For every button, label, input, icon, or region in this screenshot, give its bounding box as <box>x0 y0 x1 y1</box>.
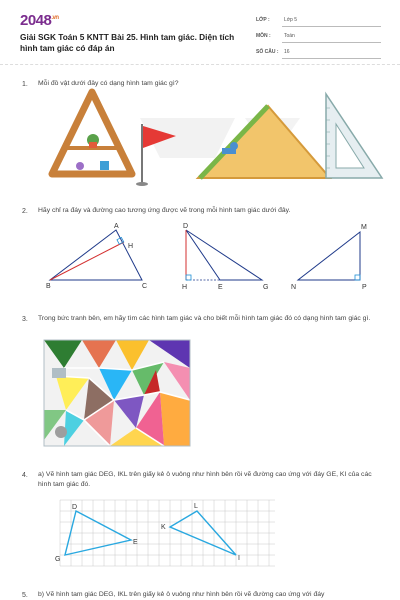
label-g: G <box>263 284 269 291</box>
label-m: M <box>361 224 367 231</box>
question-3-number: 3. <box>22 316 28 323</box>
label-g-grid: G <box>55 556 61 563</box>
meta-question-count: SỐ CÂU : 16 <box>256 47 381 59</box>
question-3-text: Trong bức tranh bên, em hãy tìm các hình tam giác và cho biết mỗi hình tam giác đó có dạng hình tam giác gì. <box>38 315 371 322</box>
label-d-grid: D <box>72 504 78 511</box>
header-divider <box>0 64 400 65</box>
question-4-grid-figure <box>55 500 275 566</box>
question-5-text: b) Vẽ hình tam giác DEG, IKL trên giấy kẻ ô vuông như hình bên rồi vẽ đường cao ứng với đáy <box>38 591 325 598</box>
triangle-deg <box>182 223 268 291</box>
site-logo[interactable]: $2048^{.vn}$ <box>20 12 59 29</box>
question-2-number: 2. <box>22 208 28 215</box>
label-k-grid: K <box>161 524 166 531</box>
label-n: N <box>291 284 297 291</box>
label-c: C <box>142 283 148 290</box>
triangle-abc <box>46 223 147 290</box>
set-square-image <box>326 94 382 178</box>
question-4-number: 4. <box>22 472 28 479</box>
label-h2: H <box>182 284 188 291</box>
meta-subject: MÔN : Toán <box>256 31 381 43</box>
question-2-figure <box>0 218 400 291</box>
question-3-triangle-picture <box>44 340 190 446</box>
question-1-figure <box>0 88 400 200</box>
label-b: B <box>46 283 51 290</box>
label-e: E <box>218 284 223 291</box>
label-i-grid: I <box>238 555 240 562</box>
question-2-text: Hãy chỉ ra đáy và đường cao tương ứng được vẽ trong mỗi hình tam giác dưới đây. <box>38 207 291 214</box>
label-p: P <box>362 284 367 291</box>
label-l-grid: L <box>194 503 198 510</box>
question-1-number: 1. <box>22 81 28 88</box>
question-5-number: 5. <box>22 592 28 599</box>
triangle-mnp <box>291 224 367 291</box>
label-e-grid: E <box>133 539 138 546</box>
document-title: Giải SGK Toán 5 KNTT Bài 25. Hình tam giác. Diện tích hình tam giác có đáp án <box>20 32 235 53</box>
square-grid <box>60 500 275 566</box>
question-4-text: a) Vẽ hình tam giác DEG, IKL trên giấy kẻ ô vuông như hình bên rồi vẽ đường cao ứng với đáy GE, KI của các hình tam giác đó. <box>38 471 372 488</box>
triangle-shelf-image <box>52 92 132 174</box>
label-h1: H <box>128 243 134 250</box>
meta-class: LỚP : Lớp 5 <box>256 15 381 27</box>
label-a: A <box>114 223 119 230</box>
question-1-text: Mỗi đồ vật dưới đây có dạng hình tam giác gì? <box>38 80 179 87</box>
label-d: D <box>183 223 189 230</box>
